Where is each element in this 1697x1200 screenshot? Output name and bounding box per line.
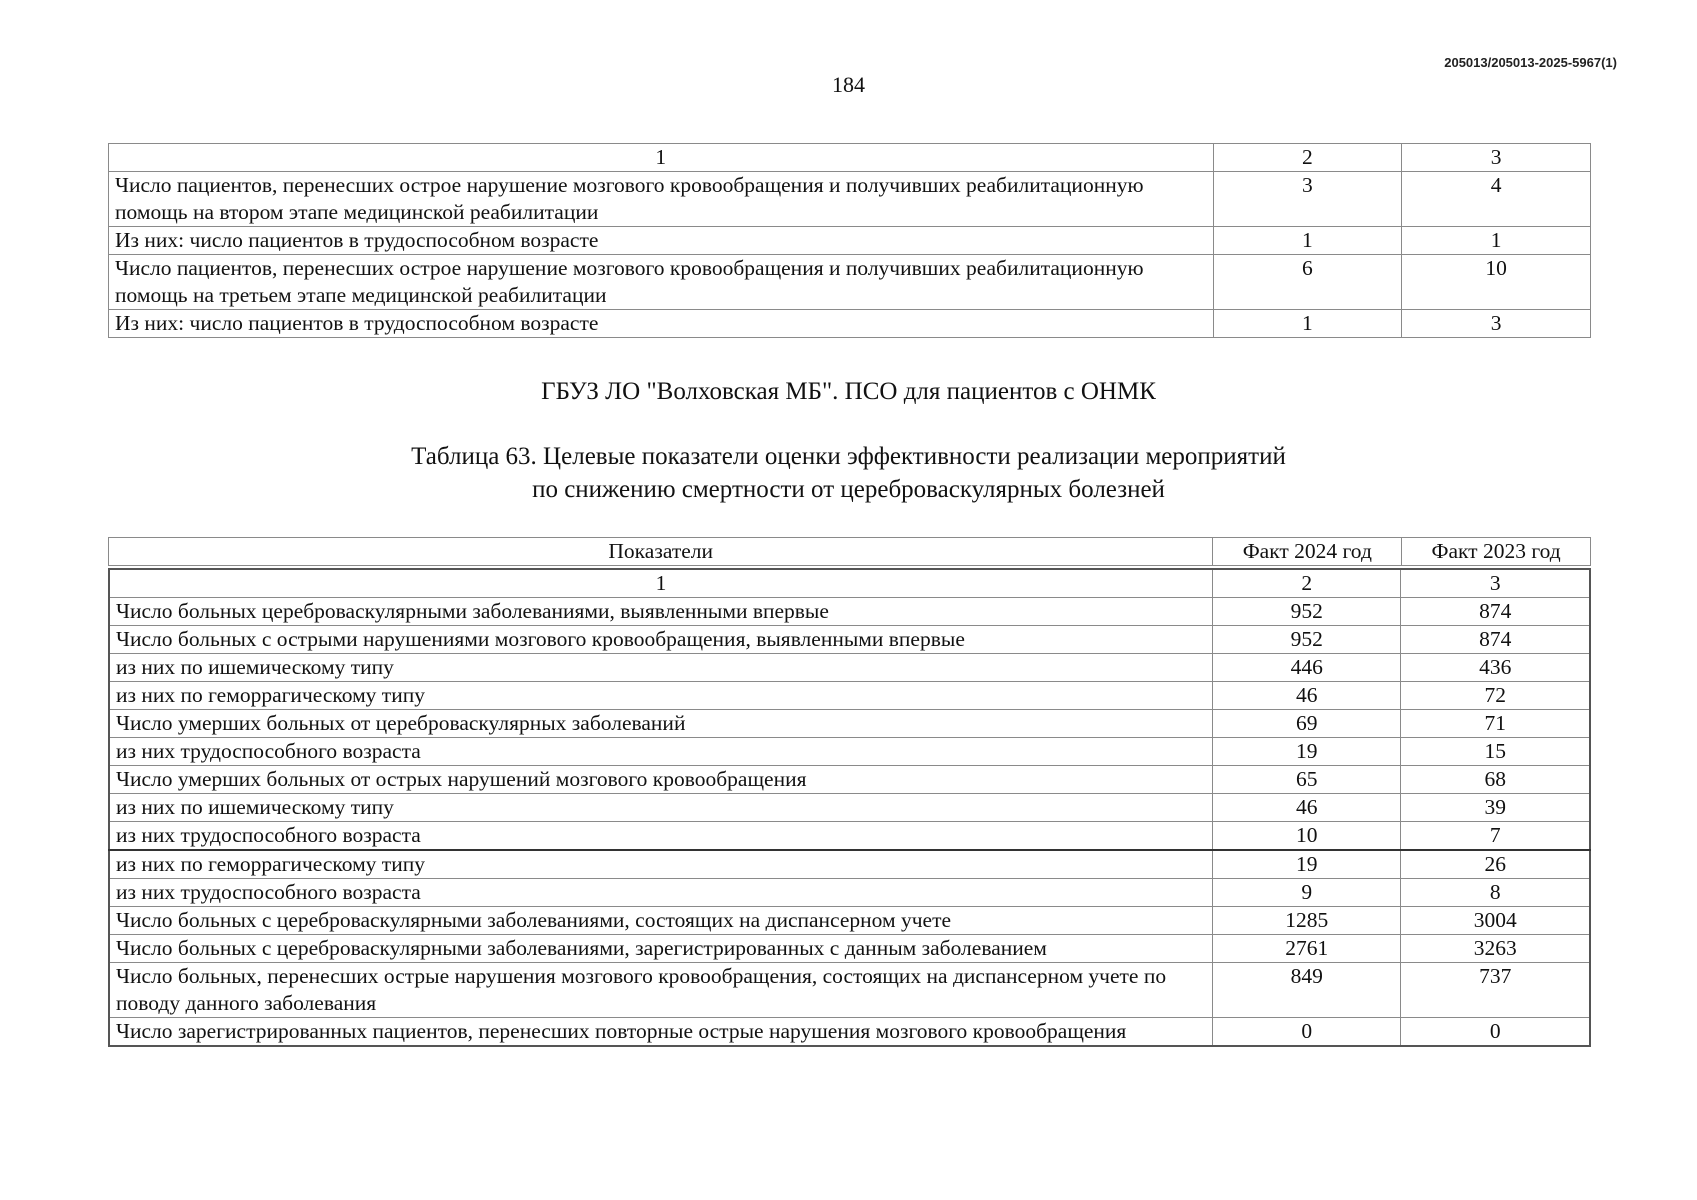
row-label: Число умерших больных от острых нарушений мозгового кровообращения — [109, 766, 1212, 794]
value-2023: 15 — [1401, 738, 1590, 766]
column-number-row — [109, 144, 1591, 172]
value-2024: 9 — [1212, 879, 1401, 907]
column-number-row — [109, 569, 1590, 598]
value-2023: 72 — [1401, 682, 1590, 710]
table-row — [109, 710, 1590, 738]
row-label: Из них: число пациентов в трудоспособном возрасте — [109, 227, 1214, 255]
table-header — [108, 537, 1591, 566]
row-label: Число больных, перенесших острые нарушения мозгового кровообращения, состоящих на диспансерном учете по поводу данного заболевания — [109, 963, 1212, 1018]
value-2023: 3263 — [1401, 935, 1590, 963]
value-2023: 7 — [1401, 822, 1590, 851]
table-caption — [0, 440, 1697, 506]
table-row — [109, 654, 1590, 682]
table-row — [109, 227, 1591, 255]
header-row — [109, 538, 1591, 566]
table-row — [109, 626, 1590, 654]
table-row — [109, 907, 1590, 935]
value-2024: 952 — [1212, 598, 1401, 626]
value-2023: 874 — [1401, 626, 1590, 654]
table-row — [109, 738, 1590, 766]
value-2023: 39 — [1401, 794, 1590, 822]
table-row — [109, 255, 1591, 310]
table-row — [109, 963, 1590, 1018]
table-row — [109, 879, 1590, 907]
value-2024: 65 — [1212, 766, 1401, 794]
row-label: Число умерших больных от цереброваскулярных заболеваний — [109, 710, 1212, 738]
row-label: из них по ишемическому типу — [109, 794, 1212, 822]
continued-table — [108, 143, 1591, 338]
col-number-1: 1 — [109, 569, 1212, 598]
value-2023: 10 — [1402, 255, 1591, 310]
row-label: Число больных цереброваскулярными заболеваниями, выявленными впервые — [109, 598, 1212, 626]
value-2024: 952 — [1212, 626, 1401, 654]
value-2024: 2761 — [1212, 935, 1401, 963]
table-row — [109, 935, 1590, 963]
value-2024: 446 — [1212, 654, 1401, 682]
row-label: из них по ишемическому типу — [109, 654, 1212, 682]
value-2023: 1 — [1402, 227, 1591, 255]
value-2023: 737 — [1401, 963, 1590, 1018]
row-label: Число пациентов, перенесших острое нарушение мозгового кровообращения и получивших реабилитационную помощь на третьем этапе медицинской реабилитации — [109, 255, 1214, 310]
value-2024: 19 — [1212, 738, 1401, 766]
value-2023: 3004 — [1401, 907, 1590, 935]
value-2023: 3 — [1402, 310, 1591, 338]
value-2024: 1 — [1213, 227, 1402, 255]
col-number-3: 3 — [1401, 569, 1590, 598]
value-2023: 4 — [1402, 172, 1591, 227]
value-2023: 71 — [1401, 710, 1590, 738]
table-row — [109, 1018, 1590, 1047]
col-number-2: 2 — [1212, 569, 1401, 598]
row-label: Число больных с острыми нарушениями мозгового кровообращения, выявленными впервые — [109, 626, 1212, 654]
table-row — [109, 172, 1591, 227]
table-caption-line-2: по снижению смертности от цереброваскулярных болезней — [532, 476, 1165, 503]
table-row — [109, 598, 1590, 626]
row-label: из них трудоспособного возраста — [109, 879, 1212, 907]
table-row — [109, 850, 1590, 879]
row-label: Число больных с цереброваскулярными заболеваниями, состоящих на диспансерном учете — [109, 907, 1212, 935]
organization-heading: ГБУЗ ЛО "Волховская МБ". ПСО для пациентов с ОНМК — [541, 378, 1156, 405]
value-2023: 436 — [1401, 654, 1590, 682]
table-row — [109, 682, 1590, 710]
value-2024: 46 — [1212, 682, 1401, 710]
row-label: из них трудоспособного возраста — [109, 822, 1212, 851]
table-row — [109, 794, 1590, 822]
value-2024: 849 — [1212, 963, 1401, 1018]
value-2023: 8 — [1401, 879, 1590, 907]
value-2024: 46 — [1212, 794, 1401, 822]
value-2024: 19 — [1212, 850, 1401, 879]
row-label: Число больных с цереброваскулярными заболеваниями, зарегистрированных с данным заболеванием — [109, 935, 1212, 963]
table-row — [109, 822, 1590, 851]
row-label: Из них: число пациентов в трудоспособном возрасте — [109, 310, 1214, 338]
row-label: Число пациентов, перенесших острое нарушение мозгового кровообращения и получивших реабилитационную помощь на втором этапе медицинской реабилитации — [109, 172, 1214, 227]
table-row — [109, 766, 1590, 794]
row-label: из них по геморрагическому типу — [109, 850, 1212, 879]
row-label: из них по геморрагическому типу — [109, 682, 1212, 710]
col-number-2: 2 — [1213, 144, 1402, 172]
document-id: 205013/205013-2025-5967(1) — [1444, 55, 1617, 70]
value-2024: 10 — [1212, 822, 1401, 851]
value-2023: 26 — [1401, 850, 1590, 879]
row-label: из них трудоспособного возраста — [109, 738, 1212, 766]
col-number-1: 1 — [109, 144, 1214, 172]
value-2023: 0 — [1401, 1018, 1590, 1047]
value-2024: 1 — [1213, 310, 1402, 338]
value-2024: 1285 — [1212, 907, 1401, 935]
value-2023: 68 — [1401, 766, 1590, 794]
value-2024: 0 — [1212, 1018, 1401, 1047]
indicators-table — [108, 568, 1591, 1047]
table-caption-line-1: Таблица 63. Целевые показатели оценки эффективности реализации мероприятий — [411, 443, 1286, 470]
value-2024: 6 — [1213, 255, 1402, 310]
row-label: Число зарегистрированных пациентов, перенесших повторные острые нарушения мозгового кровообращения — [109, 1018, 1212, 1047]
header-fact-2024: Факт 2024 год — [1213, 538, 1402, 566]
value-2024: 3 — [1213, 172, 1402, 227]
header-fact-2023: Факт 2023 год — [1402, 538, 1591, 566]
value-2023: 874 — [1401, 598, 1590, 626]
table-row — [109, 310, 1591, 338]
header-indicator: Показатели — [109, 538, 1213, 566]
page-number: 184 — [832, 72, 865, 97]
col-number-3: 3 — [1402, 144, 1591, 172]
value-2024: 69 — [1212, 710, 1401, 738]
